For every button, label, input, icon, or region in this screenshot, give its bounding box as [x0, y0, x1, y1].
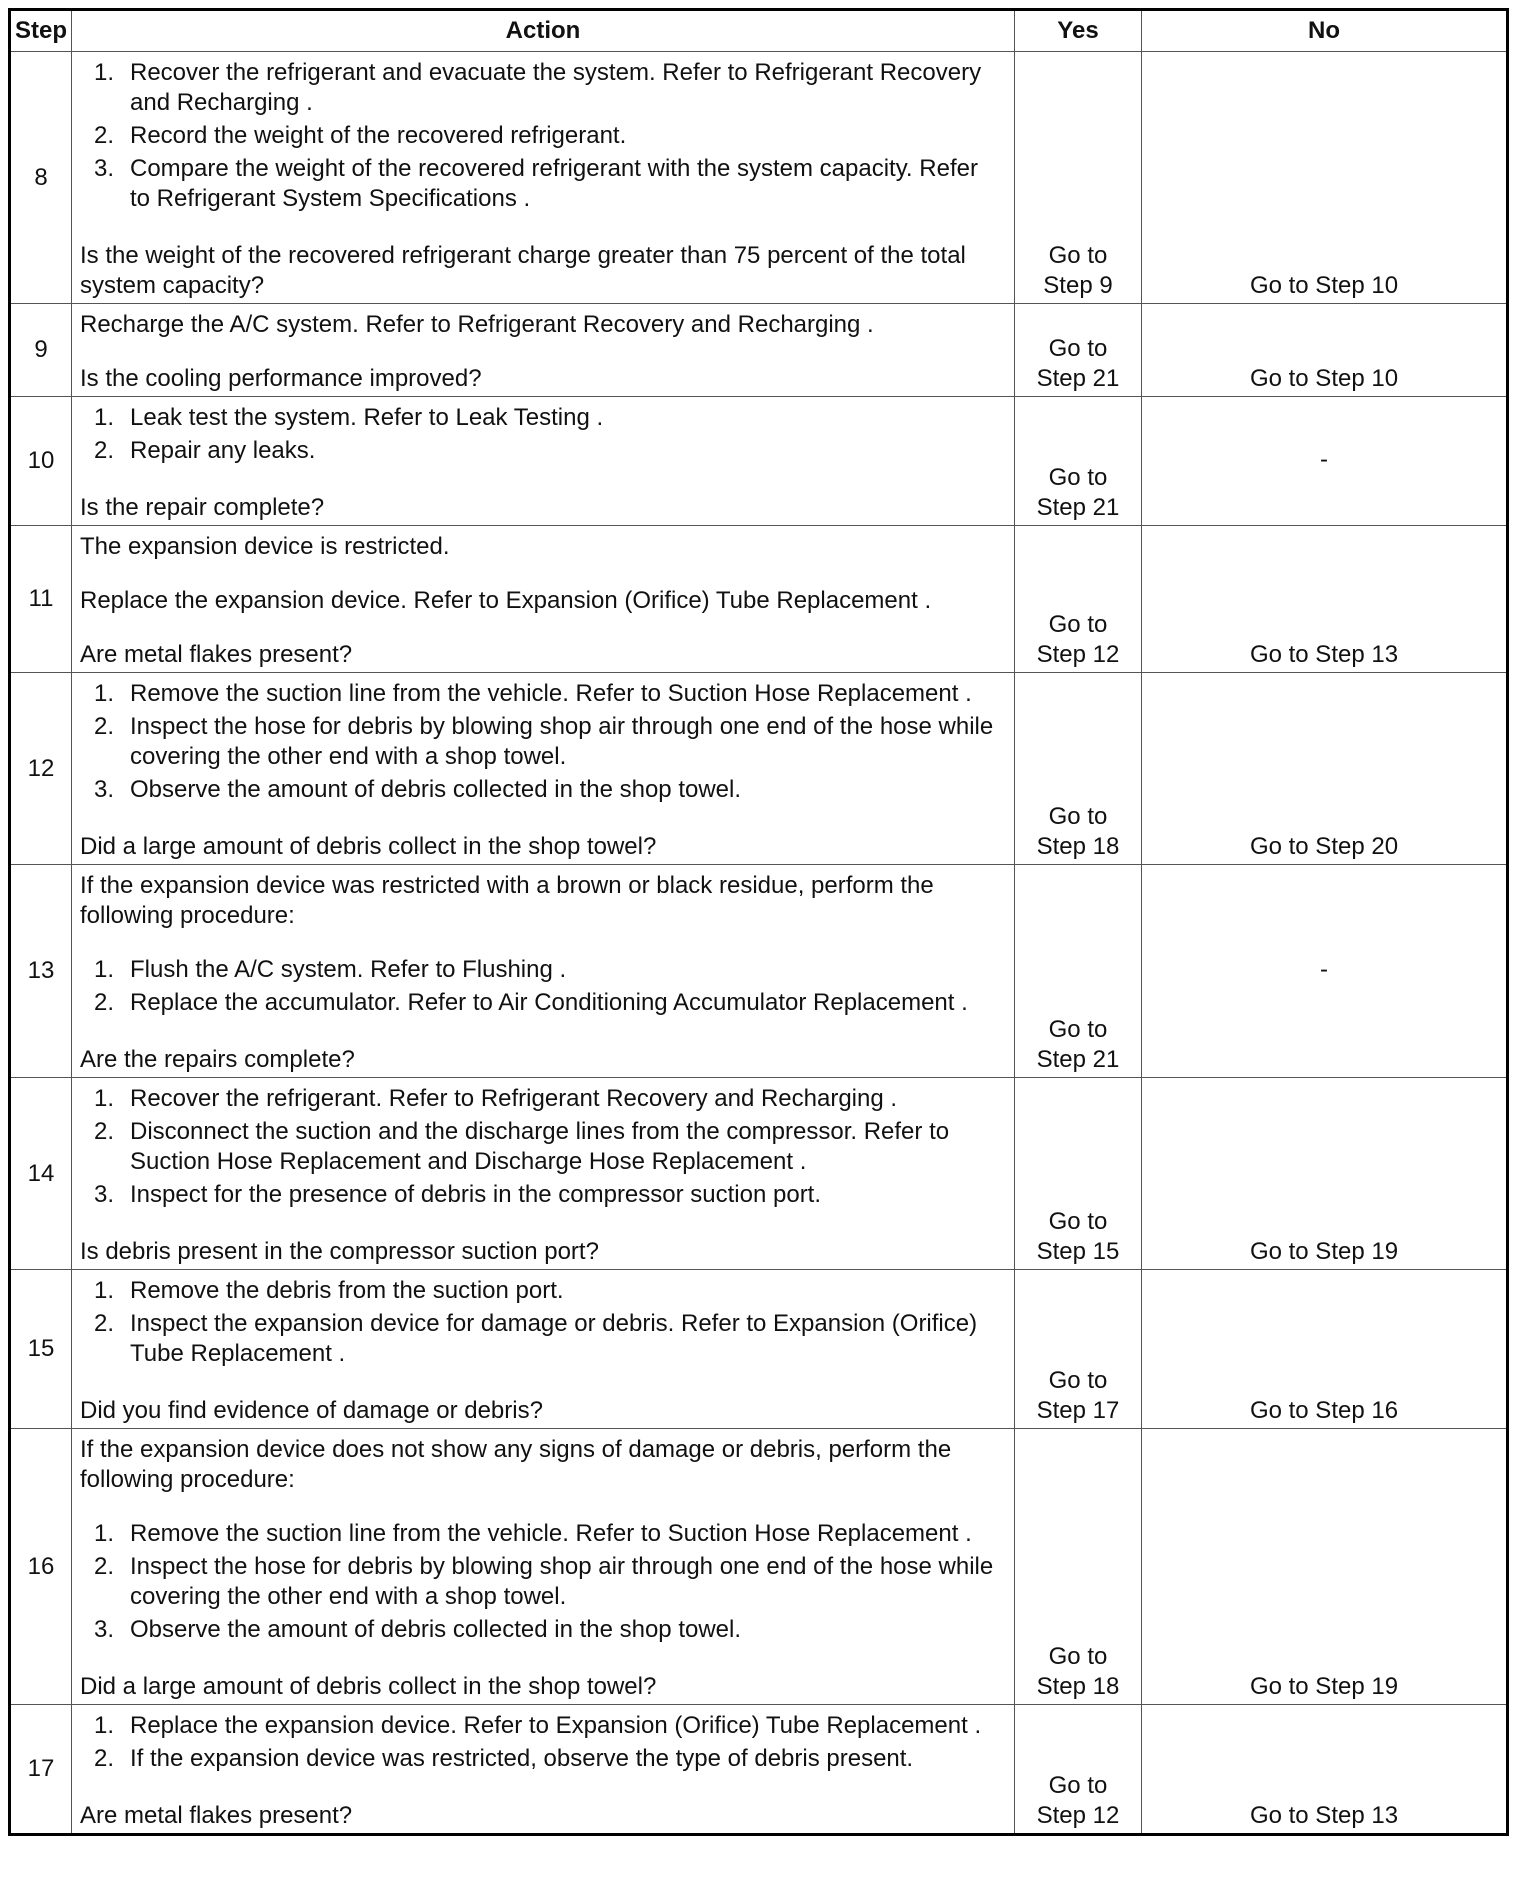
action-question: Did a large amount of debris collect in the shop towel?	[80, 833, 657, 860]
action-question: Are metal flakes present?	[80, 641, 353, 668]
action-cell	[72, 304, 1015, 397]
list-item	[80, 58, 1004, 118]
action-steps-list	[80, 58, 1004, 214]
yes-cell	[1015, 1429, 1142, 1705]
list-item-number: 3.	[94, 1616, 115, 1643]
action-steps-list	[80, 1276, 1004, 1369]
action-instruction: Replace the expansion device. Refer to Expansion (Orifice) Tube Replacement .	[80, 587, 932, 614]
yes-cell	[1015, 1270, 1142, 1429]
list-item	[80, 1744, 1004, 1774]
header-action: Action	[72, 10, 1015, 52]
page	[8, 8, 1506, 1878]
list-item-number: 1.	[94, 1277, 115, 1304]
list-item-number: 3.	[94, 776, 115, 803]
list-item	[80, 1519, 1004, 1549]
action-cell	[72, 1705, 1015, 1835]
list-item-number: 2.	[94, 1118, 115, 1145]
yes-cell	[1015, 526, 1142, 673]
step-number: 10	[10, 397, 72, 526]
table-row	[10, 673, 1508, 865]
yes-goto: Go to Step 18	[1036, 803, 1120, 860]
table-row	[10, 865, 1508, 1078]
diagnostic-table	[8, 8, 1509, 1836]
step-number: 9	[10, 304, 72, 397]
step-number: 8	[10, 52, 72, 304]
table-row	[10, 526, 1508, 673]
table-row	[10, 397, 1508, 526]
list-item-text: Remove the debris from the suction port.	[130, 1277, 564, 1304]
list-item-text: Remove the suction line from the vehicle. Refer to Suction Hose Replacement .	[130, 680, 972, 707]
no-goto: Go to Step 10	[1142, 304, 1508, 397]
no-goto: Go to Step 13	[1142, 526, 1508, 673]
list-item	[80, 988, 1004, 1018]
list-item-number: 2.	[94, 122, 115, 149]
step-number: 15	[10, 1270, 72, 1429]
list-item-number: 1.	[94, 1085, 115, 1112]
list-item-text: Observe the amount of debris collected in the shop towel.	[130, 1616, 742, 1643]
list-item-text: Record the weight of the recovered refrigerant.	[130, 122, 627, 149]
yes-goto: Go to Step 9	[1043, 242, 1113, 299]
no-goto: Go to Step 19	[1142, 1078, 1508, 1270]
table-row	[10, 1429, 1508, 1705]
list-item-number: 3.	[94, 155, 115, 182]
step-number: 11	[10, 526, 72, 673]
list-item-text: Inspect the hose for debris by blowing shop air through one end of the hose while covering the other end with a shop towel.	[130, 1553, 994, 1610]
list-item-text: Recover the refrigerant and evacuate the system. Refer to Refrigerant Recovery and Recharging .	[130, 59, 982, 116]
action-question: Are the repairs complete?	[80, 1046, 355, 1073]
list-item	[80, 436, 1004, 466]
list-item-text: Inspect the expansion device for damage or debris. Refer to Expansion (Orifice) Tube Replacement .	[130, 1310, 978, 1367]
list-item-number: 1.	[94, 404, 115, 431]
action-cell	[72, 1429, 1015, 1705]
no-goto: -	[1142, 397, 1508, 526]
action-question: Are metal flakes present?	[80, 1802, 353, 1829]
list-item-number: 1.	[94, 59, 115, 86]
yes-cell	[1015, 673, 1142, 865]
step-number: 12	[10, 673, 72, 865]
yes-cell	[1015, 1078, 1142, 1270]
list-item-text: Inspect for the presence of debris in the compressor suction port.	[130, 1181, 822, 1208]
list-item-text: Recover the refrigerant. Refer to Refrigerant Recovery and Recharging .	[130, 1085, 898, 1112]
header-step: Step	[10, 10, 72, 52]
yes-cell	[1015, 52, 1142, 304]
action-cell	[72, 526, 1015, 673]
list-item	[80, 679, 1004, 709]
action-steps-list	[80, 403, 1004, 466]
no-goto: -	[1142, 865, 1508, 1078]
action-intro: If the expansion device was restricted with a brown or black residue, perform the following procedure:	[80, 872, 934, 929]
table-row	[10, 304, 1508, 397]
list-item	[80, 1084, 1004, 1114]
yes-cell	[1015, 304, 1142, 397]
action-cell	[72, 1270, 1015, 1429]
action-question: Is the cooling performance improved?	[80, 365, 482, 392]
yes-cell	[1015, 1705, 1142, 1835]
list-item	[80, 121, 1004, 151]
list-item	[80, 1711, 1004, 1741]
no-goto: Go to Step 20	[1142, 673, 1508, 865]
action-cell	[72, 1078, 1015, 1270]
list-item-number: 1.	[94, 680, 115, 707]
action-question: Is debris present in the compressor suction port?	[80, 1238, 599, 1265]
action-cell	[72, 865, 1015, 1078]
list-item-number: 2.	[94, 1310, 115, 1337]
action-intro: The expansion device is restricted.	[80, 533, 450, 560]
action-steps-list	[80, 1711, 1004, 1774]
action-steps-list	[80, 1519, 1004, 1645]
action-steps-list	[80, 955, 1004, 1018]
list-item-number: 2.	[94, 1553, 115, 1580]
action-steps-list	[80, 679, 1004, 805]
list-item	[80, 712, 1004, 772]
step-number: 13	[10, 865, 72, 1078]
action-cell	[72, 673, 1015, 865]
list-item-text: Compare the weight of the recovered refrigerant with the system capacity. Refer to Refrigerant System Specifications .	[130, 155, 978, 212]
list-item-number: 1.	[94, 956, 115, 983]
action-intro: Recharge the A/C system. Refer to Refrigerant Recovery and Recharging .	[80, 311, 874, 338]
list-item-number: 3.	[94, 1181, 115, 1208]
step-number: 14	[10, 1078, 72, 1270]
list-item	[80, 154, 1004, 214]
no-goto: Go to Step 16	[1142, 1270, 1508, 1429]
header-yes: Yes	[1015, 10, 1142, 52]
yes-goto: Go to Step 21	[1036, 1016, 1120, 1073]
header-no: No	[1142, 10, 1508, 52]
no-goto: Go to Step 10	[1142, 52, 1508, 304]
list-item-number: 2.	[94, 437, 115, 464]
list-item	[80, 1117, 1004, 1177]
list-item-text: Replace the accumulator. Refer to Air Conditioning Accumulator Replacement .	[130, 989, 968, 1016]
yes-goto: Go to Step 17	[1036, 1367, 1120, 1424]
list-item-text: Flush the A/C system. Refer to Flushing .	[130, 956, 567, 983]
yes-goto: Go to Step 12	[1036, 1772, 1120, 1829]
list-item-text: Leak test the system. Refer to Leak Testing .	[130, 404, 604, 431]
action-steps-list	[80, 1084, 1004, 1210]
list-item-number: 2.	[94, 1745, 115, 1772]
action-question: Did you find evidence of damage or debris?	[80, 1397, 543, 1424]
table-row	[10, 1705, 1508, 1835]
action-cell	[72, 52, 1015, 304]
yes-goto: Go to Step 15	[1036, 1208, 1120, 1265]
list-item-number: 2.	[94, 989, 115, 1016]
list-item-number: 1.	[94, 1712, 115, 1739]
yes-goto: Go to Step 21	[1036, 464, 1120, 521]
table-row	[10, 1270, 1508, 1429]
list-item	[80, 1552, 1004, 1612]
list-item	[80, 403, 1004, 433]
step-number: 16	[10, 1429, 72, 1705]
header-row	[10, 10, 1508, 52]
list-item	[80, 1309, 1004, 1369]
list-item-text: Inspect the hose for debris by blowing shop air through one end of the hose while covering the other end with a shop towel.	[130, 713, 994, 770]
list-item	[80, 955, 1004, 985]
action-question: Is the repair complete?	[80, 494, 325, 521]
yes-goto: Go to Step 18	[1036, 1643, 1120, 1700]
yes-goto: Go to Step 12	[1036, 611, 1120, 668]
no-goto: Go to Step 13	[1142, 1705, 1508, 1835]
table-row	[10, 1078, 1508, 1270]
yes-goto: Go to Step 21	[1036, 335, 1120, 392]
action-intro: If the expansion device does not show any signs of damage or debris, perform the following procedure:	[80, 1436, 952, 1493]
list-item-text: Disconnect the suction and the discharge lines from the compressor. Refer to Suction Hose Replacement and Discharge Hose Replacement .	[130, 1118, 950, 1175]
no-goto: Go to Step 19	[1142, 1429, 1508, 1705]
list-item-text: Repair any leaks.	[130, 437, 316, 464]
list-item-text: Observe the amount of debris collected in the shop towel.	[130, 776, 742, 803]
yes-cell	[1015, 865, 1142, 1078]
list-item	[80, 1615, 1004, 1645]
list-item	[80, 775, 1004, 805]
action-question: Did a large amount of debris collect in the shop towel?	[80, 1673, 657, 1700]
list-item-text: Replace the expansion device. Refer to Expansion (Orifice) Tube Replacement .	[130, 1712, 982, 1739]
yes-cell	[1015, 397, 1142, 526]
table-row	[10, 52, 1508, 304]
action-cell	[72, 397, 1015, 526]
list-item	[80, 1180, 1004, 1210]
list-item	[80, 1276, 1004, 1306]
list-item-text: If the expansion device was restricted, observe the type of debris present.	[130, 1745, 914, 1772]
list-item-number: 1.	[94, 1520, 115, 1547]
list-item-number: 2.	[94, 713, 115, 740]
list-item-text: Remove the suction line from the vehicle. Refer to Suction Hose Replacement .	[130, 1520, 972, 1547]
action-question: Is the weight of the recovered refrigerant charge greater than 75 percent of the total system capacity?	[80, 242, 966, 299]
step-number: 17	[10, 1705, 72, 1835]
